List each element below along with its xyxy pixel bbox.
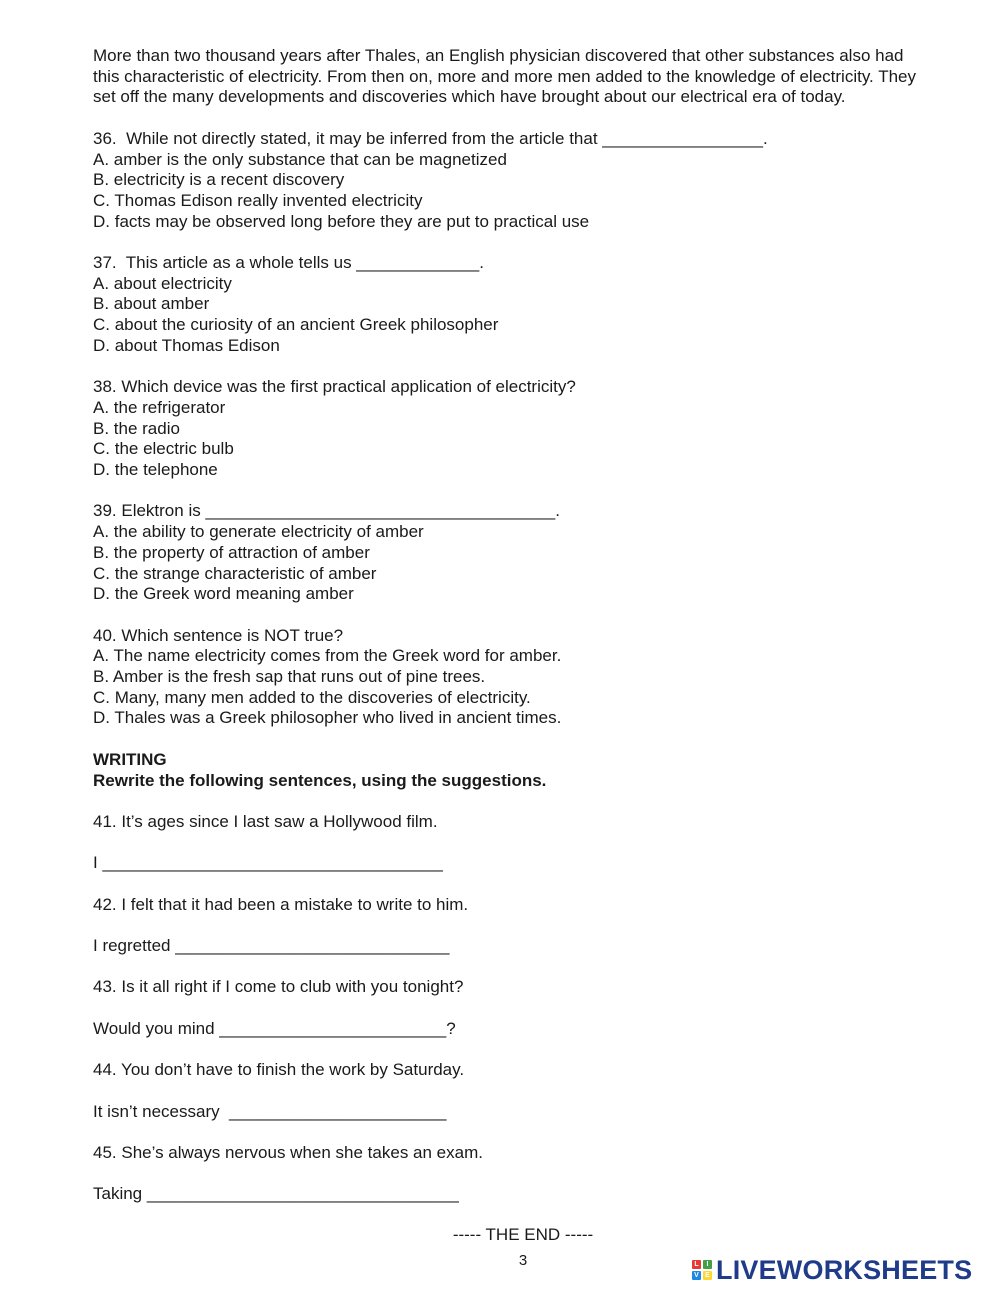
logo-text: LIVEWORKSHEETS (716, 1254, 973, 1285)
rewrite-prompt: 44. You don’t have to finish the work by Saturday. (93, 1060, 465, 1080)
answer-option[interactable]: D. facts may be observed long before they are put to practical use (93, 211, 590, 231)
answer-option[interactable]: B. electricity is a recent discovery (93, 170, 345, 190)
answer-option[interactable]: A. the ability to generate electricity of amber (93, 522, 424, 542)
intro-line: More than two thousand years after Thales, an English physician discovered that other substances also had (93, 46, 904, 65)
rewrite-answer-field[interactable]: Taking _________________________________ (93, 1184, 459, 1204)
page-number: 3 (518, 1252, 528, 1269)
answer-option[interactable]: B. about amber (93, 294, 210, 314)
answer-option[interactable]: A. amber is the only substance that can be magnetized (93, 149, 507, 169)
worksheet-page (93, 46, 963, 1205)
rewrite-prompt: 42. I felt that it had been a mistake to write to him. (93, 894, 469, 914)
question-38 (93, 377, 963, 481)
answer-option[interactable]: C. Thomas Edison really invented electricity (93, 190, 423, 210)
question-stem: 39. Elektron is _____________________________________. (93, 501, 560, 521)
answer-option[interactable]: D. Thales was a Greek philosopher who lived in ancient times. (93, 708, 562, 728)
answer-option[interactable]: D. about Thomas Edison (93, 335, 280, 355)
question-stem: 38. Which device was the first practical application of electricity? (93, 377, 576, 397)
answer-option[interactable]: C. the electric bulb (93, 439, 234, 459)
answer-option[interactable]: B. the property of attraction of amber (93, 542, 370, 562)
writing-section (93, 750, 963, 1205)
answer-option[interactable]: C. Many, many men added to the discoveries of electricity. (93, 687, 531, 707)
answer-option[interactable]: D. the telephone (93, 460, 218, 480)
question-39 (93, 501, 963, 605)
question-40 (93, 626, 963, 730)
answer-option[interactable]: C. the strange characteristic of amber (93, 563, 377, 583)
rewrite-answer-field[interactable]: Would you mind ________________________? (93, 1018, 456, 1038)
rewrite-prompt: 45. She’s always nervous when she takes an exam. (93, 1143, 483, 1163)
answer-option[interactable]: B. Amber is the fresh sap that runs out of pine trees. (93, 667, 486, 687)
liveworksheets-logo[interactable] (692, 1256, 972, 1284)
answer-option[interactable]: D. the Greek word meaning amber (93, 584, 354, 604)
rewrite-prompt: 43. Is it all right if I come to club with you tonight? (93, 977, 464, 997)
rewrite-prompt: 41. It’s ages since I last saw a Hollywood film. (93, 811, 438, 831)
answer-option[interactable]: B. the radio (93, 418, 180, 438)
answer-option[interactable]: C. about the curiosity of an ancient Greek philosopher (93, 315, 499, 335)
question-stem: 36. While not directly stated, it may be inferred from the article that _________________. (93, 128, 768, 148)
question-stem: 40. Which sentence is NOT true? (93, 625, 344, 645)
question-37 (93, 253, 963, 357)
end-marker: ----- THE END ----- (452, 1225, 594, 1244)
intro-line: set off the many developments and discoveries which have brought about our electrical era of today. (93, 87, 846, 107)
question-36 (93, 129, 963, 233)
answer-option[interactable]: A. about electricity (93, 273, 232, 293)
logo-icon: L I V E (692, 1260, 712, 1280)
rewrite-answer-field[interactable]: I regretted _____________________________ (93, 936, 450, 956)
intro-line: this characteristic of electricity. From then on, more and more men added to the knowledge of electricity. They (93, 66, 916, 86)
writing-heading: WRITING (93, 749, 167, 769)
question-stem: 37. This article as a whole tells us _____________. (93, 253, 484, 272)
writing-instruction: Rewrite the following sentences, using the suggestions. (93, 770, 547, 790)
answer-option[interactable]: A. the refrigerator (93, 397, 226, 417)
answer-option[interactable]: A. The name electricity comes from the Greek word for amber. (93, 646, 562, 666)
intro-paragraph (93, 46, 963, 108)
rewrite-answer-field[interactable]: I ____________________________________ (93, 853, 443, 873)
rewrite-answer-field[interactable]: It isn’t necessary _______________________ (93, 1101, 447, 1121)
